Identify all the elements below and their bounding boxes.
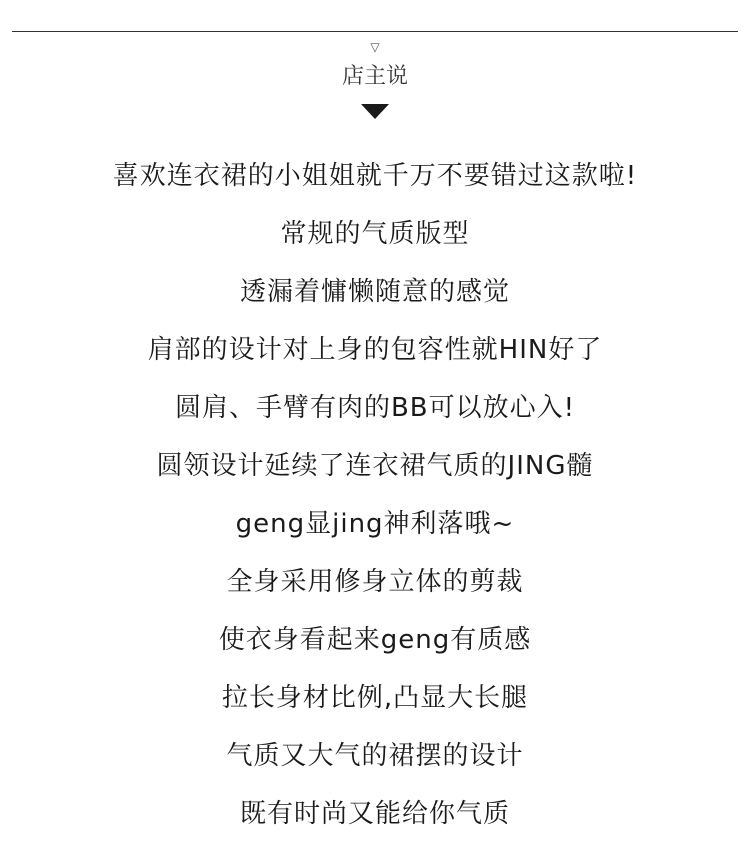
section-title: 店主说 — [341, 64, 408, 89]
description-line: 喜欢连衣裙的小姐姐就千万不要错过这款啦! — [112, 161, 638, 191]
description-line: geng显jing神利落哦~ — [235, 509, 515, 539]
description-line: 常规的气质版型 — [280, 219, 470, 249]
description-line: 圆肩、手臂有肉的BB可以放心入! — [174, 393, 576, 423]
down-triangle-icon — [361, 104, 389, 119]
description-line: 气质又大气的裙摆的设计 — [226, 741, 524, 771]
description-line: 拉长身材比例,凸显大长腿 — [221, 683, 529, 713]
description-line: 既有时尚又能给你气质 — [239, 799, 510, 829]
small-triangle-icon: ▽ — [370, 40, 380, 54]
description-line: 使衣身看起来geng有质感 — [218, 625, 532, 655]
top-divider — [12, 31, 738, 32]
description-line: 圆领设计延续了连衣裙气质的JING髓 — [156, 451, 594, 481]
description-line: 透漏着慵懒随意的感觉 — [239, 277, 510, 307]
description-line: 全身采用修身立体的剪裁 — [226, 567, 524, 597]
description-lines — [0, 154, 750, 850]
description-line: 肩部的设计对上身的包容性就HIN好了 — [147, 335, 603, 365]
